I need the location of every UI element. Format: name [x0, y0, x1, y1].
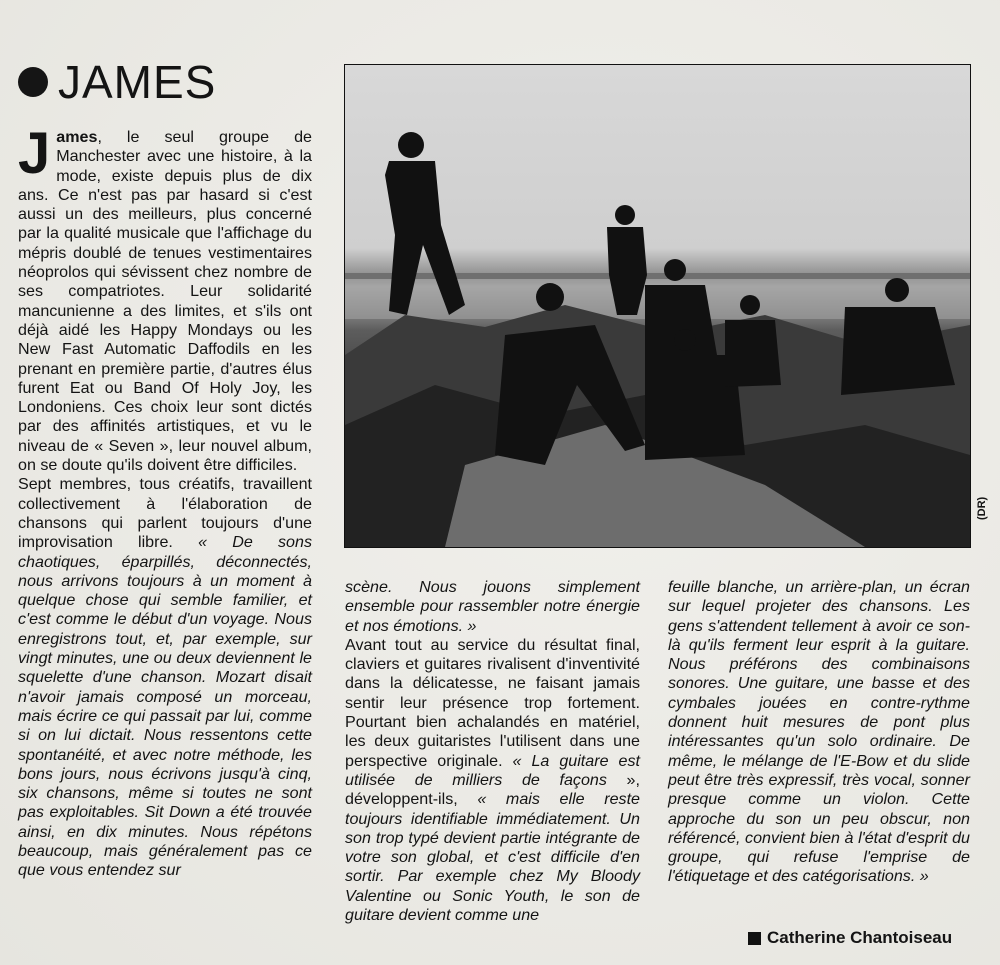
article-title: JAMES: [58, 56, 217, 108]
author-name: Catherine Chantoiseau: [767, 928, 953, 947]
paragraph-3: scène. Nous jouons simplement ensemble pour rassembler notre énergie et nos émotions. »: [345, 578, 640, 635]
paragraph-2-text: Sept membres, tous créatifs, travaillent collectivement à l'élaboration de chansons qui parlent toujours d'une improvisation libre.: [18, 475, 312, 552]
paragraph-1-text: , le seul groupe de Manchester avec une histoire, à la mode, existe depuis plus de dix ans. Ce n'est pas par hasard si c'est aussi un des meilleurs, plus concerné par la qualité musicale que l'affichage du mépris doublé de tenues vestimentaires néoprolos qui sévissent chez nombre de ses compatriotes. Leur solidarité mancunienne a des limites, et s'ils ont déjà aidé les Happy Mondays ou les New Fast Automatic Daffodils en les prenant en première partie, d'autres élus furent Eat ou Band Of Holy Joy, les Londoniens. Ces choix leur sont dictés par des affinités artistiques, et vu le niveau de « Seven », leur nouvel album, on se doute qu'ils doivent être difficiles.: [18, 128, 312, 475]
lead-word: ames: [56, 128, 98, 146]
square-bullet-icon: [748, 932, 761, 945]
article-column-3: [668, 578, 970, 887]
article-column-2: [345, 578, 640, 925]
quote-text-3: « mais elle reste toujours identifiable immédiatement. Un son trop typé devient partie intégrante de votre son global, et c'est difficile d'en sortir. Par exemple chez My Bloody Valentine ou Sonic Youth, le son de guitare devient comme une: [345, 790, 640, 925]
paragraph-4: [345, 636, 640, 925]
bullet-icon: [18, 67, 48, 97]
paragraph-4-mid: », développent-ils,: [345, 770, 640, 809]
paragraph-5: feuille blanche, un arrière-plan, un écran sur lequel projeter des chansons. Les gens s'attendent tellement à avoir ce son-là qu'ils ferment leur esprit à la guitare. Nous préférons des combinaisons sonores. Une guitare, une basse et des cymbales jouées en contre-rythme donnent huit mesures de pont plus intéressantes qu'un solo ordinaire. De même, le mélange de l'E-Bow et du slide peut être très expressif, très vocal, sonner presque comme un violon. Cette approche du son un peu obscur, non référencé, convient bien à l'état d'esprit du groupe, qui refuse l'emprise de l'étiquetage et des catégorisations. »: [668, 578, 970, 886]
drop-cap: J: [18, 121, 51, 186]
quote-text: « De sons chaotiques, éparpillés, déconnectés, nous arrivons toujours à un moment à quelque chose qui semble familier, et c'est comme le début d'un voyage. Nous enregistrons tout, et, par exemple, sur vingt minutes, une ou deux deviennent le squelette d'une chanson. Mozart disait n'avoir jamais composé un morceau, mais écrire ce qui passait par lui, comme si on lui dictait. Nous ressentons cette spontanéité, et avec notre méthode, les bons jours, nous écrivons jusqu'à cinq, six chansons, même si toutes ne sont pas exploitables. Sit Down a été trouvée ainsi, en dix minutes. Nous répétons beaucoup, mais généralement pas ce que vous entendez sur: [18, 533, 313, 880]
article-column-1: [18, 121, 313, 881]
author-byline: [748, 928, 952, 948]
photo-credit: (DR): [976, 496, 988, 520]
article-heading: [18, 58, 216, 106]
band-photo-illustration: [345, 65, 970, 547]
paragraph-2: [18, 475, 312, 880]
quote-text-2: « La guitare est utilisée de milliers de façons: [345, 751, 640, 789]
paragraph-1: [18, 121, 312, 475]
band-photo: [344, 64, 971, 548]
paragraph-4-text: Avant tout au service du résultat final, claviers et guitares rivalisent d'inventivité dans la délicatesse, ne faisant jamais sentir leur présence trop fortement. Pourtant bien achalandés en matériel, les deux guitaristes l'utilisent dans une perspective originale.: [345, 635, 640, 770]
